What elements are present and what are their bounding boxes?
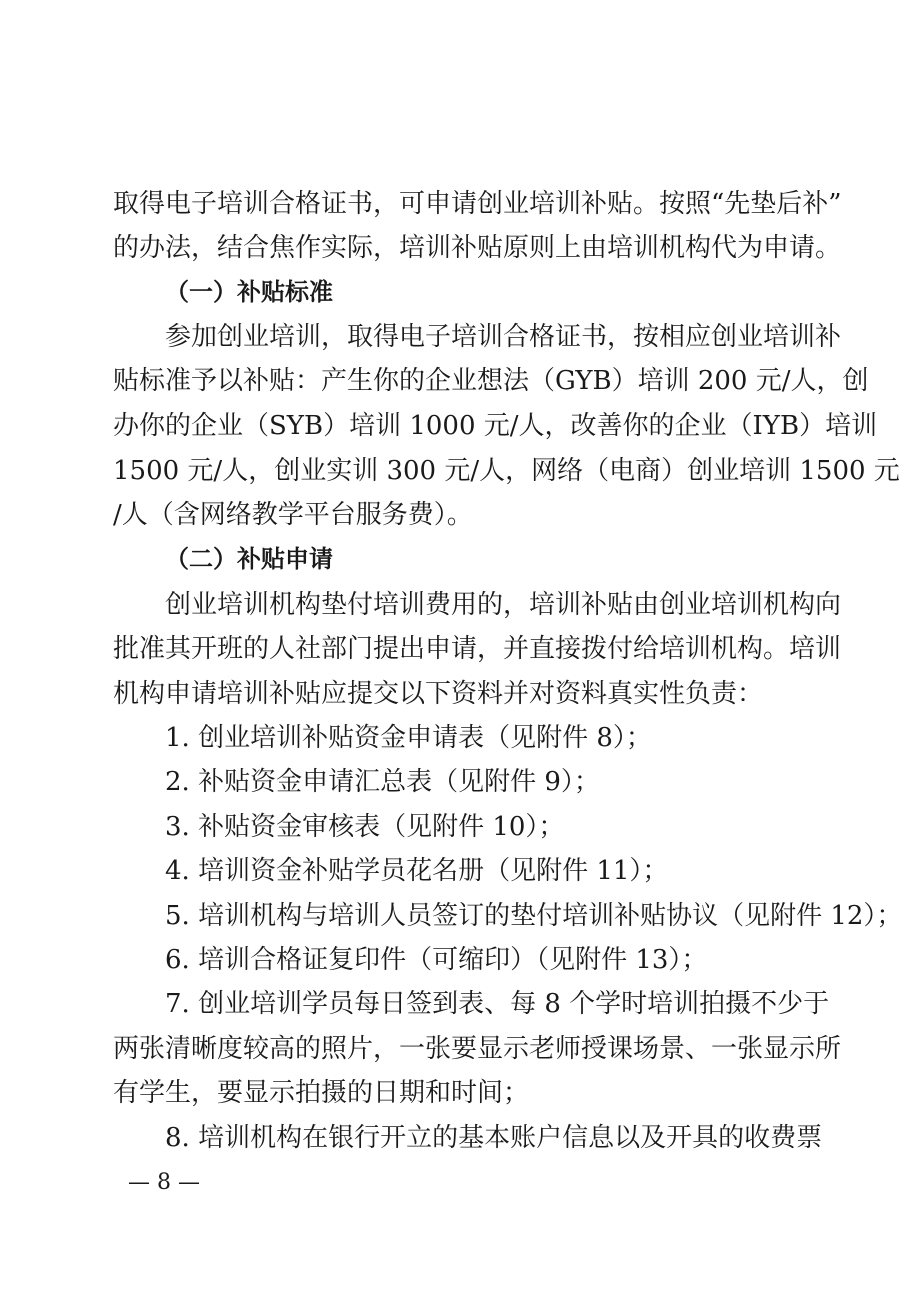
list-item-6: 6. 培训合格证复印件（可缩印）（见附件 13）；: [165, 945, 708, 975]
list-item-5: 5. 培训机构与培训人员签订的垫付培训补贴协议（见附件 12）；: [165, 901, 903, 931]
body-line-11: 批准其开班的人社部门提出申请，并直接拨付给培训机构。培训: [113, 634, 842, 664]
list-item-2: 2. 补贴资金申请汇总表（见附件 9）；: [165, 767, 600, 797]
list-item-7-cont-1: 两张清晰度较高的照片，一张要显示老师授课场景、一张显示所: [113, 1034, 842, 1064]
list-item-4: 4. 培训资金补贴学员花名册（见附件 11）；: [165, 856, 669, 886]
list-item-8: 8. 培训机构在银行开立的基本账户信息以及开具的收费票: [165, 1123, 823, 1153]
section-heading-subsidy-application: （二）补贴申请: [165, 545, 333, 573]
body-line-10: 创业培训机构垫付培训费用的，培训补贴由创业培训机构向: [165, 590, 842, 620]
body-line-6: 办你的企业（SYB）培训 1000 元/人，改善你的企业（IYB）培训: [113, 411, 878, 441]
section-heading-subsidy-standard: （一）补贴标准: [165, 278, 333, 306]
page-number: — 8 —: [128, 1170, 200, 1195]
list-item-7: 7. 创业培训学员每日签到表、每 8 个学时培训拍摄不少于: [165, 989, 830, 1019]
body-line-1: 取得电子培训合格证书，可申请创业培训补贴。按照“先垫后补”: [113, 189, 842, 219]
body-line-8: /人（含网络教学平台服务费）。: [113, 500, 473, 530]
body-line-4: 参加创业培训，取得电子培训合格证书，按相应创业培训补: [165, 322, 842, 352]
list-item-3: 3. 补贴资金审核表（见附件 10）；: [165, 812, 565, 842]
body-line-5: 贴标准予以补贴：产生你的企业想法（GYB）培训 200 元/人，创: [113, 366, 869, 396]
body-line-2: 的办法，结合焦作实际，培训补贴原则上由培训机构代为申请。: [113, 233, 842, 263]
body-line-12: 机构申请培训补贴应提交以下资料并对资料真实性负责：: [113, 679, 764, 709]
body-line-7: 1500 元/人，创业实训 300 元/人，网络（电商）创业培训 1500 元: [113, 456, 900, 486]
list-item-7-cont-2: 有学生，要显示拍摄的日期和时间；: [113, 1078, 530, 1108]
list-item-1: 1. 创业培训补贴资金申请表（见附件 8）；: [165, 723, 652, 753]
